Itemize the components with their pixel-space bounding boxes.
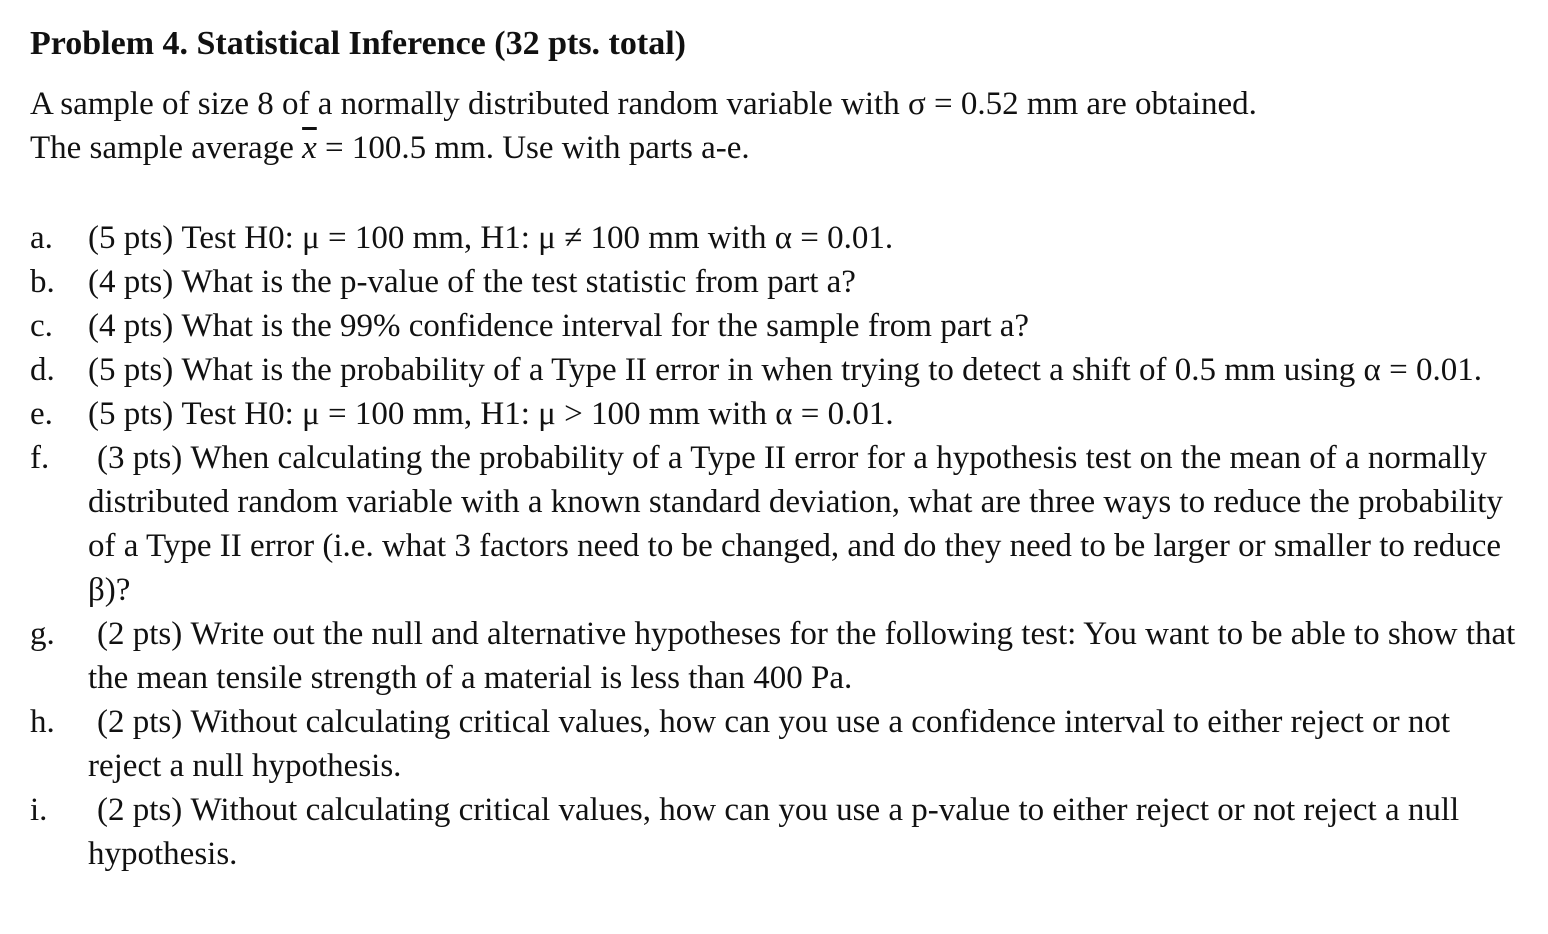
part-points: (2 pts) <box>97 792 183 828</box>
part-points: (5 pts) <box>88 352 174 388</box>
intro-line-2-start: The sample average <box>30 130 303 166</box>
question-part-e <box>30 392 1520 436</box>
part-text: Test H0: μ = 100 mm, H1: μ ≠ 100 mm with α = 0.01. <box>181 220 894 256</box>
part-letter: d. <box>30 352 55 388</box>
intro-line-1: A sample of size 8 of a normally distributed random variable with σ = 0.52 mm are obtained. <box>30 86 1257 122</box>
part-points: (2 pts) <box>97 704 183 740</box>
question-part-c <box>30 304 1520 348</box>
intro-line-2 <box>30 126 1520 170</box>
question-part-b <box>30 260 1520 304</box>
part-letter: g. <box>30 616 55 652</box>
part-points: (4 pts) <box>88 308 174 344</box>
part-text: Without calculating critical values, how can you use a p-value to either reject or not reject a null hypothesis. <box>88 792 1460 872</box>
part-letter: i. <box>30 792 48 828</box>
part-points: (4 pts) <box>88 264 174 300</box>
part-points: (2 pts) <box>97 616 183 652</box>
problem-title: Problem 4. Statistical Inference (32 pts. total) <box>30 25 686 62</box>
part-text: Write out the null and alternative hypotheses for the following test: You want to be able to show that the mean tensile strength of a material is less than 400 Pa. <box>88 616 1516 696</box>
part-points: (5 pts) <box>88 396 174 432</box>
question-part-f <box>30 436 1520 612</box>
part-letter: b. <box>30 264 55 300</box>
part-letter: a. <box>30 220 53 256</box>
part-letter: c. <box>30 308 53 344</box>
part-text: When calculating the probability of a Type II error for a hypothesis test on the mean of a normally distributed random variable with a known standard deviation, what are three ways to reduce the probability of a Type II error (i.e. what 3 factors need to be changed, and do they need to be larger or smaller to reduce β)? <box>88 440 1503 608</box>
part-text: Test H0: μ = 100 mm, H1: μ > 100 mm with α = 0.01. <box>181 396 894 432</box>
problem-document <box>30 22 1520 876</box>
question-part-h <box>30 700 1520 788</box>
part-letter: h. <box>30 704 55 740</box>
part-text: What is the p-value of the test statistic from part a? <box>181 264 856 300</box>
part-letter: e. <box>30 396 53 432</box>
part-text: What is the 99% confidence interval for the sample from part a? <box>181 308 1030 344</box>
question-part-a <box>30 216 1520 260</box>
part-letter: f. <box>30 440 50 476</box>
question-part-g <box>30 612 1520 700</box>
part-points: (5 pts) <box>88 220 174 256</box>
intro-line-2-end: = 100.5 mm. Use with parts a-e. <box>316 130 750 166</box>
part-text: Without calculating critical values, how can you use a confidence interval to either reject or not reject a null hypothesis. <box>88 704 1451 784</box>
part-points: (3 pts) <box>97 440 183 476</box>
question-part-i <box>30 788 1520 876</box>
problem-intro <box>30 82 1520 170</box>
part-text: What is the probability of a Type II error in when trying to detect a shift of 0.5 mm using α = 0.01. <box>181 352 1482 388</box>
question-parts-list <box>30 216 1520 876</box>
sample-mean-symbol: $\overline{x}$ <box>302 130 317 166</box>
question-part-d <box>30 348 1520 392</box>
